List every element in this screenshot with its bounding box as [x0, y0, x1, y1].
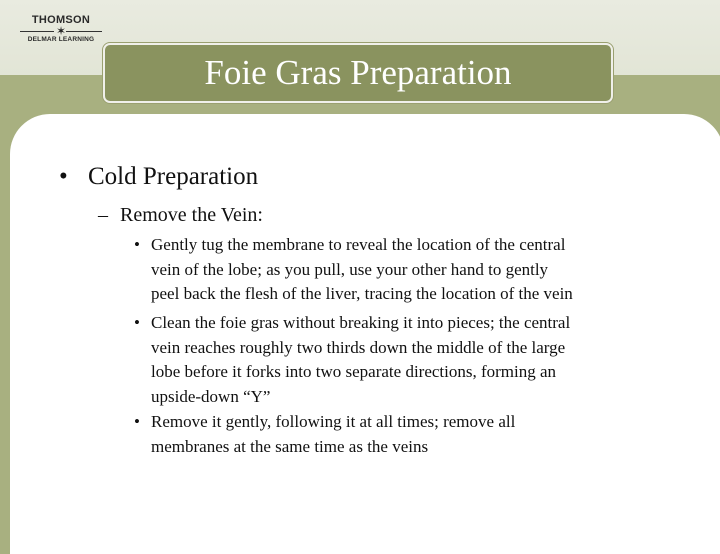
- bullet-icon: •: [134, 235, 140, 254]
- star-icon: ✶: [56, 24, 67, 38]
- text-line: Gently tug the membrane to reveal the location of the central: [151, 235, 566, 254]
- text-line: membranes at the same time as the veins: [151, 436, 429, 456]
- bullet-icon: •: [134, 412, 140, 431]
- text-line: upside-down “Y”: [151, 386, 271, 406]
- text-line: lobe before it forks into two separate directions, forming an: [151, 362, 557, 381]
- bullet-level3-text: [151, 233, 661, 307]
- bullet-icon: •: [134, 313, 140, 332]
- slide-title: Foie Gras Preparation: [204, 53, 512, 92]
- text-line: Remove it gently, following it at all times; remove all: [151, 412, 516, 431]
- dash-icon: –: [98, 204, 108, 226]
- bullet-level3-text: [151, 311, 661, 409]
- bullet-level3-text: [151, 410, 661, 459]
- logo-text-delmar: DELMAR LEARNING: [27, 36, 95, 43]
- text-line: vein of the lobe; as you pull, use your other hand to gently: [151, 259, 549, 279]
- bullet-level1-text: Cold Preparation: [88, 163, 259, 190]
- text-line: Clean the foie gras without breaking it into pieces; the central: [151, 313, 571, 332]
- bullet-level2-text: Remove the Vein:: [120, 204, 263, 226]
- bullet-icon: •: [59, 163, 68, 190]
- logo-text-thomson: THOMSON: [31, 14, 91, 26]
- text-line: peel back the flesh of the liver, tracing the location of the vein: [151, 284, 573, 303]
- text-line: vein reaches roughly two thirds down the middle of the large: [151, 337, 566, 357]
